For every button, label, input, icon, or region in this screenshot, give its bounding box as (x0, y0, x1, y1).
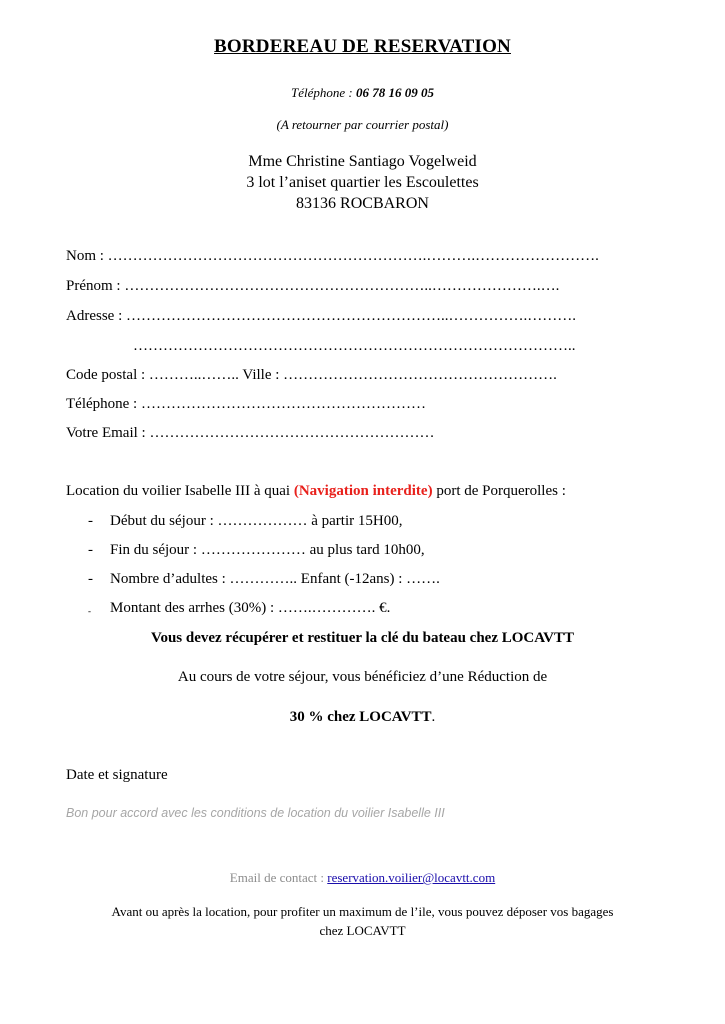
reduction-amount-line (0, 709, 725, 726)
key-notice: Vous devez récupérer et restituer la clé du bateau chez LOCAVTT (150, 630, 574, 646)
document-title: BORDEREAU DE RESERVATION (214, 36, 511, 57)
field-telephone: Téléphone : ………………………………………………… (66, 396, 426, 412)
contact-line (0, 870, 725, 886)
phone-label: Téléphone : (291, 85, 356, 100)
field-code-postal-ville: Code postal : ………..…….. Ville : ………………………………………………. (66, 367, 557, 383)
location-paren-open: ( (293, 483, 299, 499)
contact-email-link[interactable]: reservation.voilier@locavtt.com (327, 870, 496, 885)
field-email: Votre Email : ………………………………………………… (66, 425, 435, 441)
return-note: (A retourner par courrier postal) (276, 117, 449, 132)
address-line-3: 83136 ROCBARON (296, 195, 429, 212)
date-signature-label: Date et signature (66, 767, 168, 783)
item-debut-sejour: Début du séjour : ……………… à partir 15H00, (110, 513, 403, 529)
address-line-1: Mme Christine Santiago Vogelweid (248, 153, 477, 170)
field-prenom: Prénom : ……………………………………………………..………………….…. (66, 278, 560, 294)
accord-note: Bon pour accord avec les conditions de location du voilier Isabelle III (66, 806, 445, 820)
phone-line (0, 85, 725, 101)
footer-line-2: chez LOCAVTT (319, 923, 406, 938)
item-fin-sejour: Fin du séjour : ………………… au plus tard 10h00, (110, 542, 425, 558)
location-text-before: Location du voilier Isabelle III à quai (66, 483, 294, 499)
address-line-2: 3 lot l’aniset quartier les Escoulettes (246, 174, 479, 191)
list-dash: - (88, 513, 93, 529)
navigation-interdite-label: Navigation interdite (298, 483, 428, 499)
list-dash: - (88, 571, 93, 587)
reduction-period: . (431, 709, 436, 725)
contact-label: Email de contact : (229, 870, 328, 885)
footer-line-1: Avant ou après la location, pour profiter un maximum de l’ile, vous pouvez déposer vos bagages (111, 904, 614, 919)
item-montant-arrhes: Montant des arrhes (30%) : …….…………. €. (110, 600, 391, 616)
field-adresse: Adresse : ………………………………………………………..…………….………. (66, 308, 576, 324)
location-paren-close: ) (427, 483, 433, 499)
location-line (66, 483, 566, 500)
field-adresse-line2: …………………………………………………………………………….. (133, 338, 576, 354)
reduction-line: Au cours de votre séjour, vous bénéficiez d’une Réduction de (177, 669, 548, 685)
location-text-after: port de Porquerolles : (432, 483, 566, 499)
phone-number: 06 78 16 09 05 (355, 85, 434, 100)
item-nombre-adultes: Nombre d’adultes : ………….. Enfant (-12ans) : ……. (110, 571, 440, 587)
list-dash: - (88, 606, 91, 616)
field-nom: Nom : ……………………………………………………….……….……………………. (66, 248, 599, 264)
reduction-amount: 30 % chez LOCAVTT (289, 709, 432, 725)
list-dash: - (88, 542, 93, 558)
